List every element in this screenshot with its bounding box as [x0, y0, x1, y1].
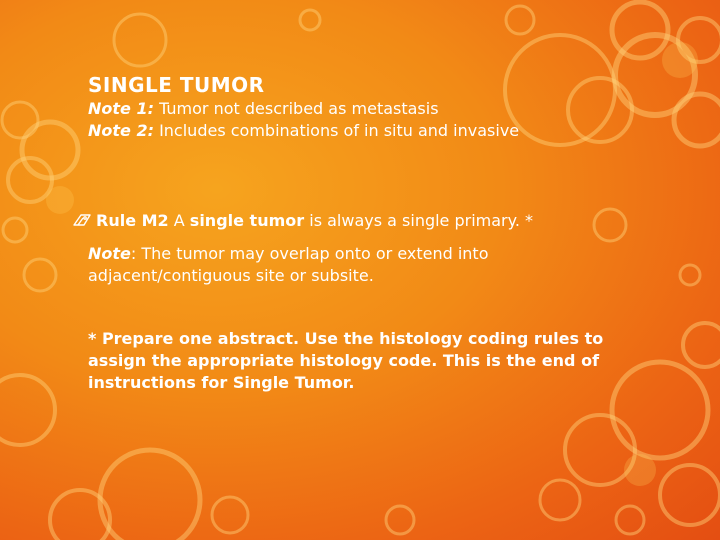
note-1 [88, 98, 688, 120]
note-1-text: Tumor not described as metastasis [153, 99, 439, 118]
prepare-abstract-instruction: * Prepare one abstract. Use the histology coding rules to assign the appropriate histology code. This is the end of instructions for Single Tumor. [88, 329, 604, 392]
rule-label: Rule M2 [96, 211, 169, 230]
rule-m2-bullet [72, 210, 692, 234]
heading-block [88, 72, 688, 142]
note-2 [88, 120, 688, 142]
slide-title: SINGLE TUMOR [88, 73, 265, 97]
rule-text-after: is always a single primary. * [304, 211, 533, 230]
pen-nib-icon [72, 212, 92, 234]
rule-text-before: A [168, 211, 190, 230]
note-1-label: Note 1: [88, 99, 154, 118]
rule-emphasis: single tumor [189, 211, 305, 230]
note-label: Note [88, 244, 131, 263]
note-text: : The tumor may overlap onto or extend into adjacent/contiguous site or subsite. [88, 244, 489, 285]
note-2-label: Note 2: [88, 121, 154, 140]
contiguous-site-note [88, 243, 648, 287]
note-2-text: Includes combinations of in situ and invasive [153, 121, 520, 140]
